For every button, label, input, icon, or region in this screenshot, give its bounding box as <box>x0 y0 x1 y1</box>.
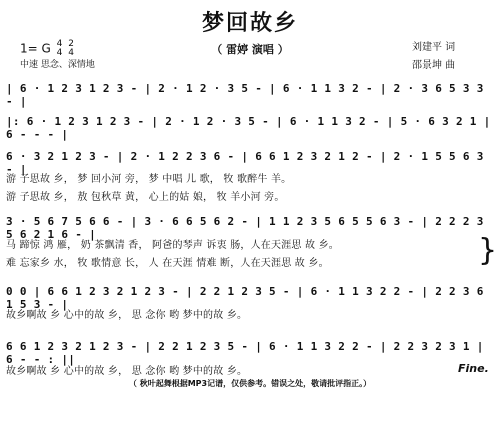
time-top: 4 <box>56 39 63 49</box>
lyric-line-3: 马 蹄惊 鸿 雁， 奶 茶飘清 香， 阿爸的琴声 诉衷 肠，人在天涯思 故 乡。 <box>6 240 339 251</box>
lyric-line-2: 游 子思故 乡， 敖 包秋草 黄， 心上的姑 娘， 牧 羊小河 旁。 <box>6 192 285 203</box>
notation-line-4: 3 · 5 6 7 5 6 6 - | 3 · 6 6 5 6 2 - | 1 1 2 3 5 6 5 5 6 3 - | 2 2 2 3 5 6 2 1 6 - | <box>6 215 484 241</box>
lyric-line-1: 游 子思故 乡， 梦 回小河 旁， 梦 中唱 儿 歌， 牧 歌醉牛 羊。 <box>6 174 292 185</box>
singer-credit: （ 雷婷 演唱 ） <box>211 43 289 56</box>
tempo-mood: 中速 思念、深情地 <box>20 60 95 70</box>
time-bottom-2: 4 <box>68 48 74 58</box>
notation-line-5: 0 0 | 6 6 1 2 3 2 1 2 3 - | 2 2 1 2 3 5 - | 6 · 1 1 3 2 2 - | 2 2 3 6 1 5 3 - | <box>6 285 484 311</box>
lyric-line-5: 故乡啊故 乡 心中的故 乡， 思 念你 哟 梦中的故 乡。 <box>6 310 248 321</box>
footnote: （ 秋叶起舞根据MP3记谱，仅供参考。错误之处，敬请批评指正。） <box>128 379 372 388</box>
time-top-2: 2 <box>68 39 74 49</box>
notation-line-2: |: 6 · 1 2 3 1 2 3 - | 2 · 1 2 · 3 5 - | 6 · 1 1 3 2 - | 5 · 6 3 2 1 | 6 - - - | <box>6 115 491 141</box>
time-bottom: 4 <box>56 48 63 58</box>
time-signature-2 <box>68 40 74 58</box>
time-signature-1 <box>57 40 63 58</box>
song-title: 梦回故乡 <box>201 11 298 36</box>
lyric-line-4: 难 忘家乡 水， 牧 歌情意 长， 人 在天涯 情难 断，人在天涯思 故 乡。 <box>6 258 329 269</box>
lyricist-credit: 刘建平 词 <box>412 42 456 53</box>
composer-credit: 邵景坤 曲 <box>412 60 456 71</box>
fine-mark: Fine. <box>458 362 489 375</box>
key-prefix: 1= G <box>20 41 51 56</box>
notation-line-1: | 6 · 1 2 3 1 2 3 - | 2 · 1 2 · 3 5 - | 6 · 1 1 3 2 - | 2 · 3 6 5 3 3 - | <box>6 82 484 108</box>
lyric-line-6: 故乡啊故 乡 心中的故 乡， 思 念你 哟 梦中的故 乡。 <box>6 366 248 377</box>
notation-line-6: 6 6 1 2 3 2 1 2 3 - | 2 2 1 2 3 5 - | 6 · 1 1 3 2 2 - | 2 2 3 2 3 1 | 6 - - : || <box>6 340 484 366</box>
notation-line-3: 6 · 3 2 1 2 3 - | 2 · 1 2 2 3 6 - | 6 6 1 2 3 2 1 2 - | 2 · 1 5 5 6 3 - | <box>6 150 484 176</box>
repeat-brace: } <box>478 233 498 268</box>
key-signature <box>20 40 74 58</box>
